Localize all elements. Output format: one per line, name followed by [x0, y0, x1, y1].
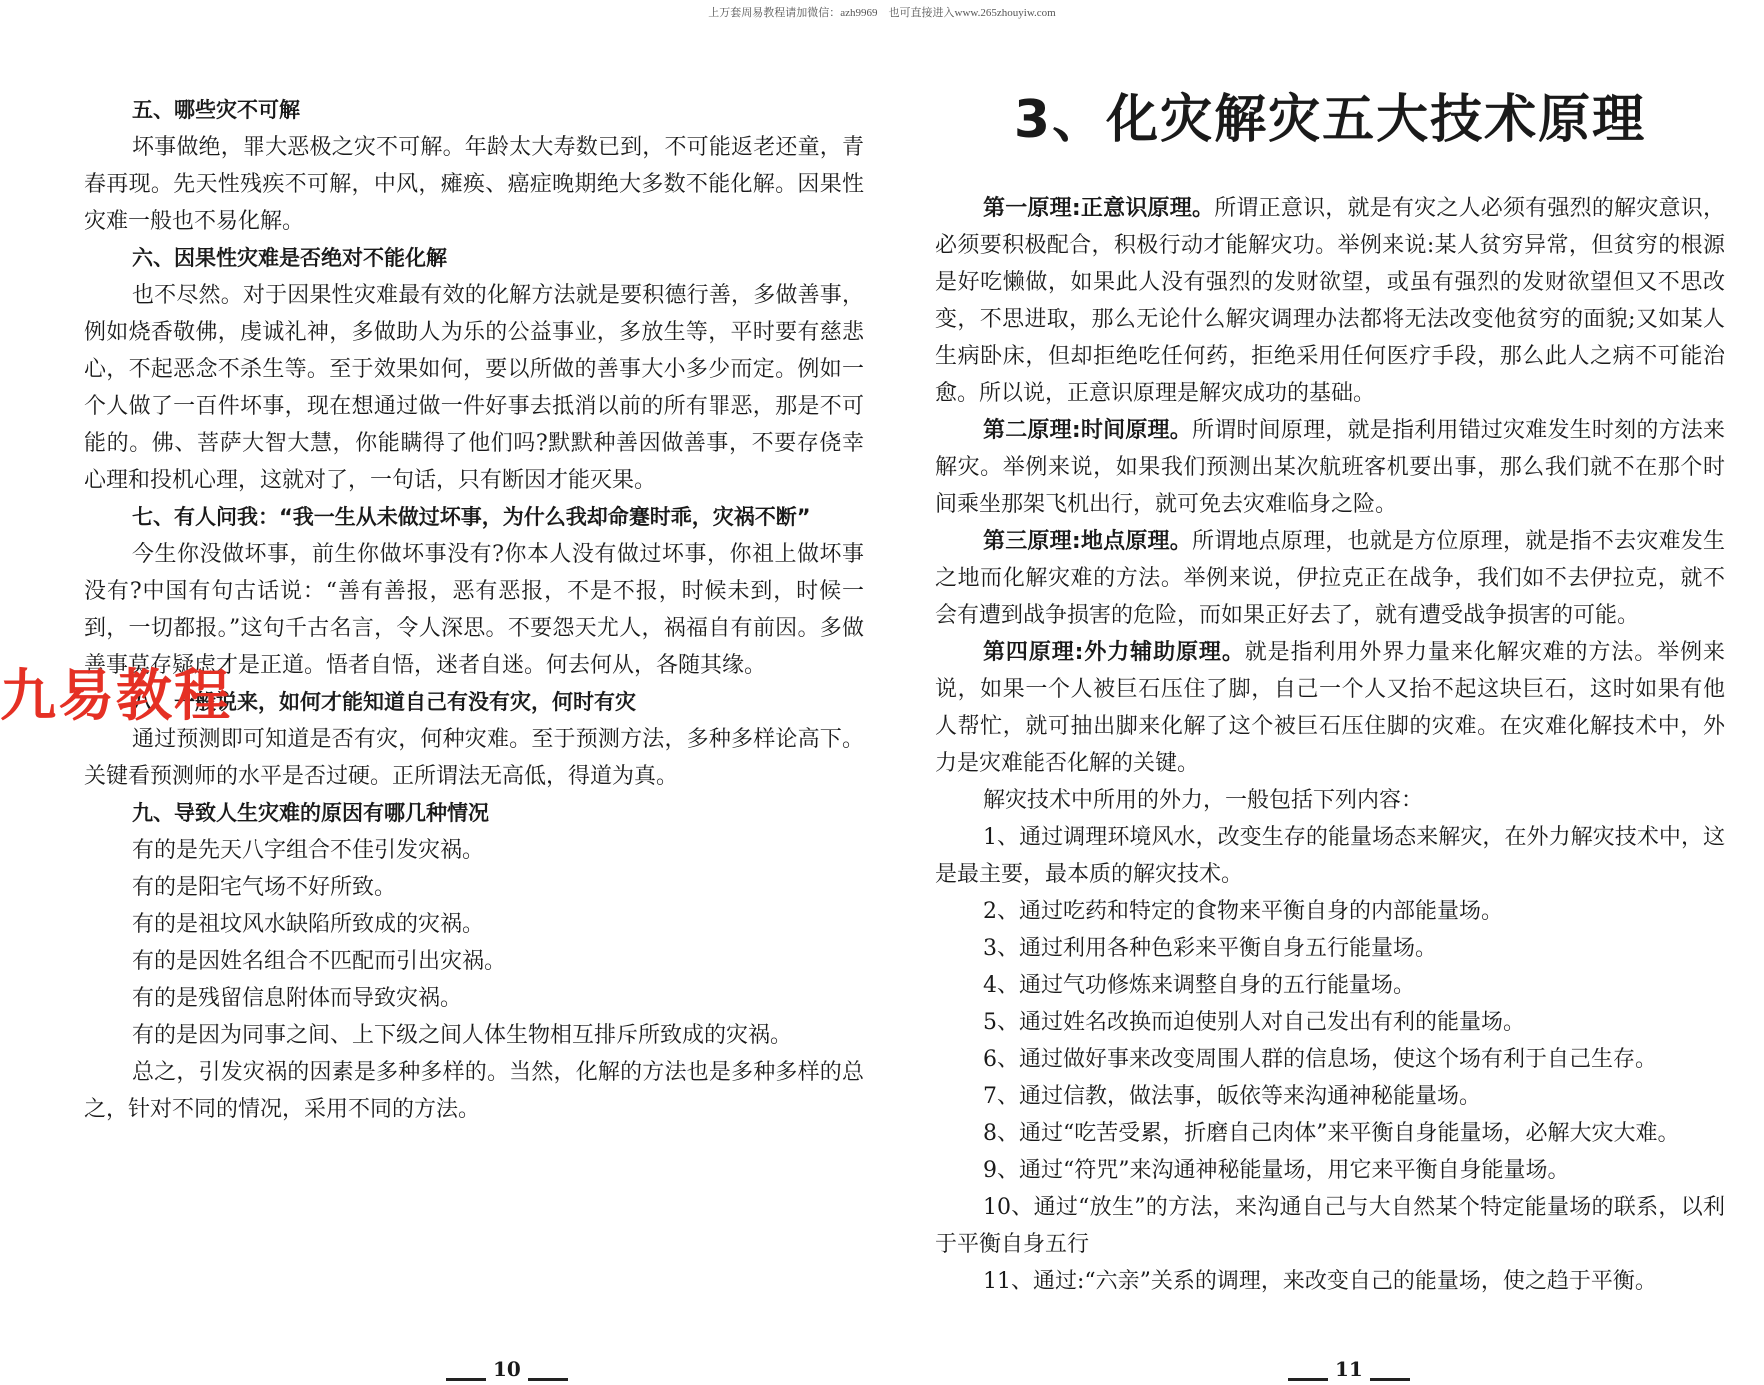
heading-8: 八、一般说来，如何才能知道自己有没有灾，何时有灾: [132, 690, 636, 714]
principle-text: 就是指利用外界力量来化解灾难的方法。举例来说，如果一个人被巨石压住了脚，自己一个人又抬不起这块巨石，这时如果有他人帮忙，就可抽出脚来化解了这个被巨石压住脚的灾难。在灾难化解技术中，外力是灾难能否化解的关键。: [935, 640, 1725, 776]
page-number-text: 11: [1334, 1357, 1363, 1381]
principle-label: 第二原理:时间原理。: [983, 418, 1192, 443]
principle-3: [935, 523, 1725, 634]
paragraph-7: 今生你没做坏事，前生你做坏事没有?你本人没有做过坏事，你祖上做坏事没有?中国有句古话说：“善有善报，恶有恶报，不是不报，时候未到，时候一到，一切都报。”这句千古名言，令人深思。不要怨天尤人，祸福自有前因。多做善事莫存疑虑才是正道。悟者自悟，迷者自迷。何去何从，各随其缘。: [84, 542, 864, 678]
page-number-right: [1288, 1357, 1410, 1381]
paragraph-8: 通过预测即可知道是否有灾，何种灾难。至于预测方法，多种多样论高下。关键看预测师的水平是否过硬。正所谓法无高低，得道为真。: [84, 727, 864, 789]
principle-text: 所谓时间原理，就是指利用错过灾难发生时刻的方法来解灾。举例来说，如果我们预测出某次航班客机要出事，那么我们就不在那个时间乘坐那架飞机出行，就可免去灾难临身之险。: [935, 418, 1725, 517]
list-item: 9、通过“符咒”来沟通神秘能量场，用它来平衡自身能量场。: [983, 1158, 1570, 1183]
watermark-logo: 九易教程: [0, 664, 232, 729]
heading-7: 七、有人问我：“我一生从未做过坏事，为什么我却命蹇时乖，灾祸不断”: [132, 505, 811, 529]
list-item: 有的是先天八字组合不佳引发灾祸。: [132, 838, 485, 863]
list-item: 1、通过调理环境风水，改变生存的能量场态来解灾，在外力解灾技术中，这是最主要，最本质的解灾技术。: [935, 825, 1725, 887]
principle-label: 第三原理:地点原理。: [983, 529, 1192, 554]
list-item: 7、通过信教，做法事，皈依等来沟通神秘能量场。: [983, 1084, 1481, 1109]
page-number-left: [446, 1357, 568, 1381]
principle-2: [935, 412, 1725, 523]
list-item: 3、通过利用各种色彩来平衡自身五行能量场。: [983, 936, 1437, 961]
ornament-icon: [528, 1360, 568, 1381]
principle-text: 所谓地点原理，也就是方位原理，就是指不去灾难发生之地而化解灾难的方法。举例来说，伊拉克正在战争，我们如不去伊拉克，就不会有遭到战争损害的危险，而如果正好去了，就有遭受战争损害的可能。: [935, 529, 1725, 628]
paragraph-6: 也不尽然。对于因果性灾难最有效的化解方法就是要积德行善，多做善事，例如烧香敬佛，虔诚礼神，多做助人为乐的公益事业，多放生等，平时要有慈悲心，不起恶念不杀生等。至于效果如何，要以所做的善事大小多少而定。例如一个人做了一百件坏事，现在想通过做一件好事去抵消以前的所有罪恶，那是不可能的。佛、菩萨大智大慧，你能瞒得了他们吗?默默种善因做善事，不要存侥幸心理和投机心理，这就对了，一句话，只有断因才能灭果。: [84, 283, 864, 493]
paragraph-5: 坏事做绝，罪大恶极之灾不可解。年龄太大寿数已到，不可能返老还童，青春再现。先天性残疾不可解，中风，瘫痪、癌症晚期绝大多数不能化解。因果性灾难一般也不易化解。: [84, 135, 864, 234]
list-item: 10、通过“放生”的方法，来沟通自己与大自然某个特定能量场的联系，以利于平衡自身五行: [935, 1195, 1725, 1257]
principle-4: [935, 634, 1725, 782]
heading-5: 五、哪些灾不可解: [132, 98, 300, 122]
list-item: 有的是祖坟风水缺陷所致成的灾祸。: [132, 912, 485, 937]
list-item: 11、通过:“六亲”关系的调理，来改变自己的能量场，使之趋于平衡。: [983, 1269, 1657, 1294]
principle-1: [935, 190, 1725, 412]
page-title: 3、化灾解灾五大技术原理: [1013, 90, 1647, 150]
principle-text: 所谓正意识，就是有灾之人必须有强烈的解灾意识，必须要积极配合，积极行动才能解灾功。举例来说:某人贫穷异常，但贫穷的根源是好吃懒做，如果此人没有强烈的发财欲望，或虽有强烈的发财欲望但又不思改变，不思进取，那么无论什么解灾调理办法都将无法改变他贫穷的面貌;又如某人生病卧床，但却拒绝吃任何药，拒绝采用任何医疗手段，那么此人之病不可能治愈。所以说，正意识原理是解灾成功的基础。: [935, 196, 1725, 406]
list-item: 6、通过做好事来改变周围人群的信息场，使这个场有利于自己生存。: [983, 1047, 1657, 1072]
ornament-icon: [446, 1360, 486, 1381]
list-item: 2、通过吃药和特定的食物来平衡自身的内部能量场。: [983, 899, 1503, 924]
list-item: 有的是残留信息附体而导致灾祸。: [132, 986, 463, 1011]
paragraph-conclusion: 总之，引发灾祸的因素是多种多样的。当然，化解的方法也是多种多样的总之，针对不同的情况，采用不同的方法。: [84, 1060, 864, 1122]
list-item: 8、通过“吃苦受累，折磨自己肉体”来平衡自身能量场，必解大灾大难。: [983, 1121, 1680, 1146]
principle-label: 第一原理:正意识原理。: [983, 196, 1215, 221]
top-banner: 上万套周易教程请加微信：azh9969 也可直接进入www.265zhouyiw.com: [708, 7, 1056, 19]
ornament-icon: [1370, 1360, 1410, 1381]
list-intro: 解灾技术中所用的外力，一般包括下列内容：: [983, 788, 1424, 813]
right-page: [935, 90, 1725, 1300]
heading-9: 九、导致人生灾难的原因有哪几种情况: [132, 801, 489, 825]
list-item: 有的是因姓名组合不匹配而引出灾祸。: [132, 949, 507, 974]
list-item: 有的是阳宅气场不好所致。: [132, 875, 397, 900]
page-number-text: 10: [492, 1357, 521, 1381]
list-item: 4、通过气功修炼来调整自身的五行能量场。: [983, 973, 1415, 998]
list-item: 5、通过姓名改换而迫使别人对自己发出有利的能量场。: [983, 1010, 1525, 1035]
principle-label: 第四原理:外力辅助原理。: [983, 640, 1245, 665]
ornament-icon: [1288, 1360, 1328, 1381]
heading-6: 六、因果性灾难是否绝对不能化解: [132, 246, 447, 270]
list-item: 有的是因为同事之间、上下级之间人体生物相互排斥所致成的灾祸。: [132, 1023, 793, 1048]
left-page: [84, 92, 864, 1128]
